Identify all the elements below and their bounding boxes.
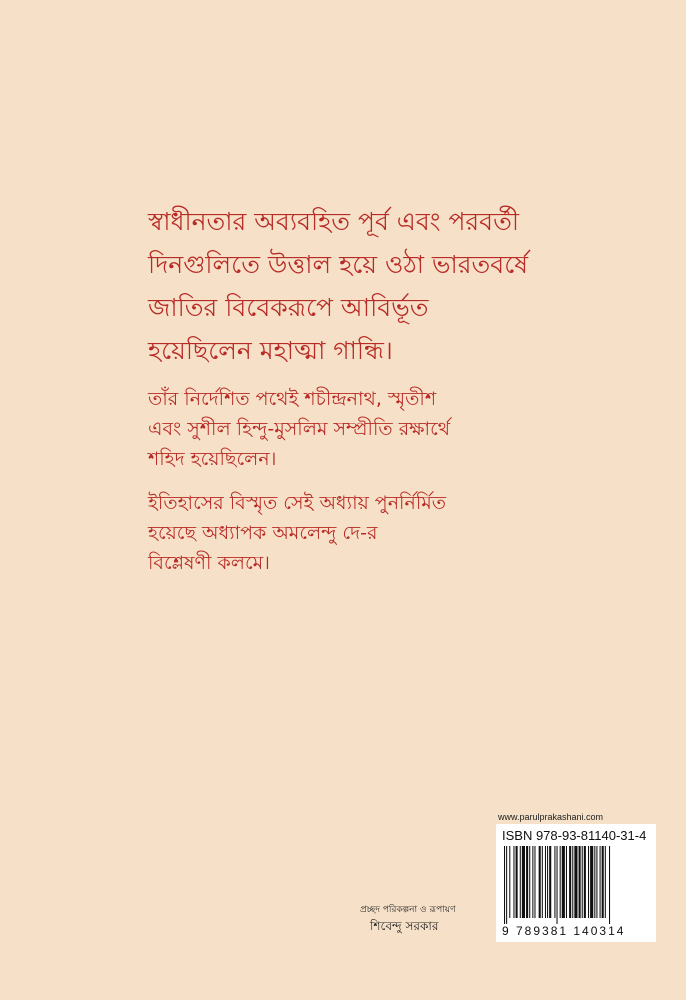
barcode-bar [609, 846, 610, 924]
barcode-bar [547, 846, 548, 918]
barcode-bar [582, 846, 583, 918]
barcode-bar [594, 846, 595, 918]
barcode-bar [566, 846, 567, 918]
barcode-bar [588, 846, 589, 918]
isbn-barcode [496, 824, 656, 942]
blurb-line: তাঁর নির্দেশিত পথেই শচীন্দ্রনাথ, স্মৃতীশ [148, 388, 437, 410]
barcode-bars [504, 846, 648, 924]
barcode-bar [562, 846, 565, 918]
blurb-paragraph-1 [148, 200, 668, 372]
credit-name: শিবেন্দু সরকার [370, 919, 439, 933]
blurb-line: হয়েছিলেন মহাত্মা গান্ধি। [148, 336, 393, 365]
barcode-bar [584, 846, 586, 918]
blurb-line: স্বাধীনতার অব্যবহিত পূর্ব এবং পরবর্তী [148, 207, 519, 236]
blurb-line: হয়েছে অধ্যাপক অমলেন্দু দে-র [148, 522, 378, 544]
barcode-bar [532, 846, 533, 918]
barcode-bar [545, 846, 546, 918]
barcode-bar [590, 846, 593, 918]
blurb-line: এবং সুশীল হিন্দু-মুসলিম সম্প্রীতি রক্ষার্থে [148, 418, 451, 440]
barcode-bar [522, 846, 525, 918]
blurb-line: বিশ্লেষণী কলমে। [148, 552, 270, 574]
barcode-bar [605, 846, 606, 918]
barcode-bar [549, 846, 551, 918]
isbn-number: ISBN 978-93-81140-31-4 [502, 828, 647, 843]
blurb-paragraph-2 [148, 384, 668, 474]
blurb-paragraph-3 [148, 488, 668, 578]
barcode-bar [560, 846, 561, 918]
blurb-line: দিনগুলিতে উত্তাল হয়ে ওঠা ভারতবর্ষে [148, 250, 529, 279]
barcode-bar [516, 846, 518, 918]
credit-role: প্রচ্ছদ পরিকল্পনা ও রূপায়ণ [360, 905, 456, 915]
barcode-bar [542, 846, 543, 918]
blurb-line: শহিদ হয়েছিলেন। [148, 448, 277, 470]
blurb-line: ইতিহাসের বিস্মৃত সেই অধ্যায় পুনর্নির্মিত [148, 492, 447, 514]
barcode-bar [513, 846, 514, 918]
barcode-bar [602, 846, 604, 918]
barcode-bar [574, 846, 577, 918]
barcode-bar [557, 846, 558, 924]
barcode-bar [526, 846, 528, 918]
barcode-bar [534, 846, 535, 918]
barcode-bar [572, 846, 573, 918]
barcode-bar [520, 846, 521, 918]
barcode-bar [554, 846, 555, 918]
barcode-digits: 9 789381 140314 [502, 924, 626, 938]
barcode-bar [579, 846, 581, 918]
blurb-line: জাতির বিবেকরূপে আবির্ভূত [148, 293, 429, 322]
cover-design-credit [334, 903, 464, 935]
barcode-bar [506, 846, 507, 924]
back-cover-blurb [148, 200, 668, 578]
barcode-bar [600, 846, 601, 918]
barcode-bar [596, 846, 597, 918]
barcode-bar [569, 846, 571, 918]
barcode-bar [529, 846, 530, 918]
barcode-bar [509, 846, 510, 918]
barcode-bar [539, 846, 541, 918]
barcode-bar [504, 846, 505, 924]
publisher-website: www.parulprakashani.com [498, 812, 604, 822]
